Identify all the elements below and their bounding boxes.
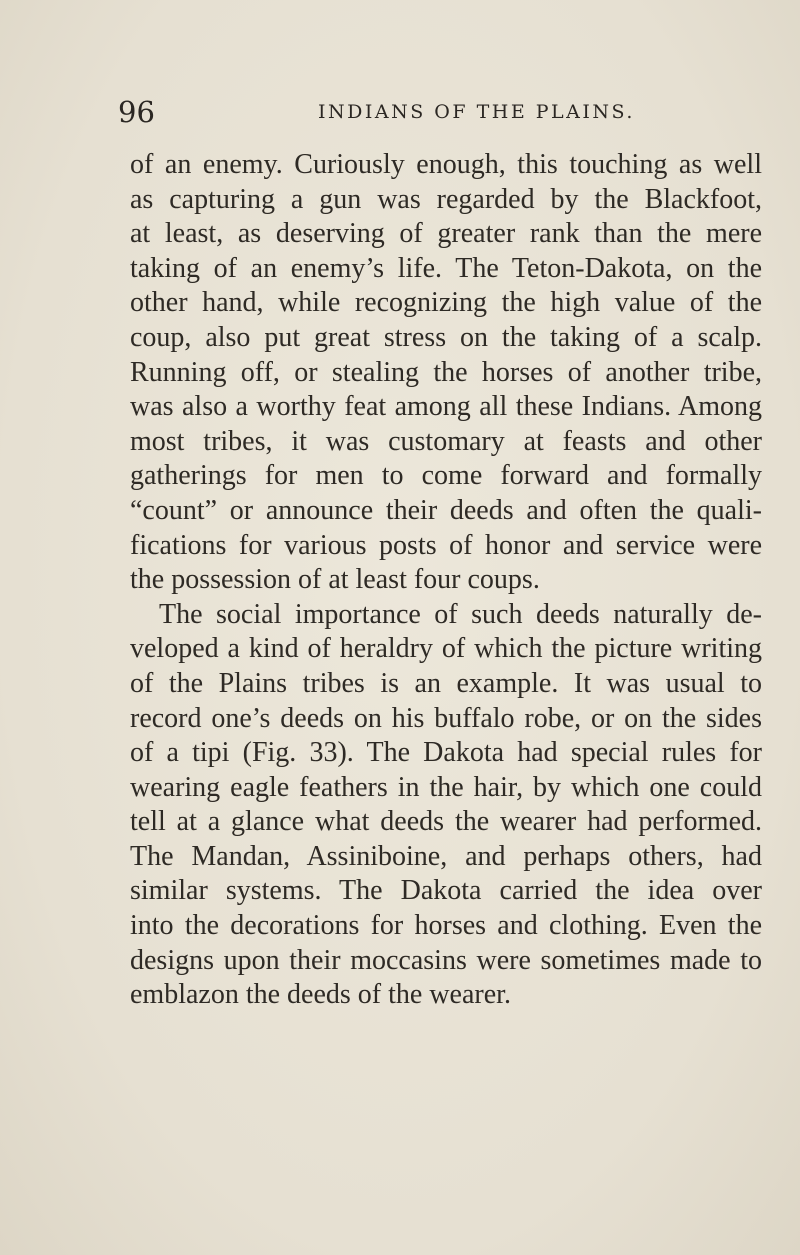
- page-header: [118, 92, 758, 132]
- text-line: record one’s deeds on his buffalo robe, or on the sides: [130, 702, 762, 734]
- paragraph-2: [130, 598, 762, 1013]
- text-line: coup, also put great stress on the taking of a scalp.: [130, 321, 762, 353]
- text-line: the possession of at least four coups.: [130, 564, 540, 596]
- text-line: designs upon their moccasins were sometimes made to: [130, 944, 762, 976]
- text-line: tell at a glance what deeds the wearer had performed.: [130, 806, 762, 838]
- text-line: emblazon the deeds of the wearer.: [130, 979, 511, 1011]
- text-line: “count” or announce their deeds and often the quali-: [130, 494, 762, 526]
- text-line: was also a worthy feat among all these Indians. Among: [130, 391, 762, 423]
- text-line: of a tipi (Fig. 33). The Dakota had special rules for: [130, 737, 762, 769]
- text-line: The social importance of such deeds naturally de-: [159, 598, 762, 630]
- running-head: INDIANS OF THE PLAINS.: [318, 101, 635, 123]
- text-line: of the Plains tribes is an example. It was usual to: [130, 667, 762, 699]
- body-text: [130, 148, 762, 1013]
- paragraph-1: [130, 148, 762, 598]
- text-line: of an enemy. Curiously enough, this touching as well: [130, 149, 762, 180]
- text-line: The Mandan, Assiniboine, and perhaps others, had: [130, 840, 762, 872]
- text-line: taking of an enemy’s life. The Teton-Dakota, on the: [130, 252, 762, 284]
- text-line: similar systems. The Dakota carried the idea over: [130, 875, 762, 907]
- text-line: wearing eagle feathers in the hair, by which one could: [130, 771, 762, 803]
- text-line: fications for various posts of honor and service were: [130, 529, 762, 561]
- text-line: veloped a kind of heraldry of which the picture writing: [130, 633, 762, 665]
- text-line: as capturing a gun was regarded by the Blackfoot,: [130, 183, 762, 215]
- text-line: into the decorations for horses and clothing. Even the: [130, 910, 762, 942]
- text-line: most tribes, it was customary at feasts and other: [130, 425, 762, 457]
- page-number: 96: [118, 95, 155, 129]
- text-line: gatherings for men to come forward and formally: [130, 460, 762, 492]
- text-line: other hand, while recognizing the high value of the: [130, 287, 762, 319]
- text-line: at least, as deserving of greater rank than the mere: [130, 218, 762, 250]
- text-line: Running off, or stealing the horses of another tribe,: [130, 356, 762, 388]
